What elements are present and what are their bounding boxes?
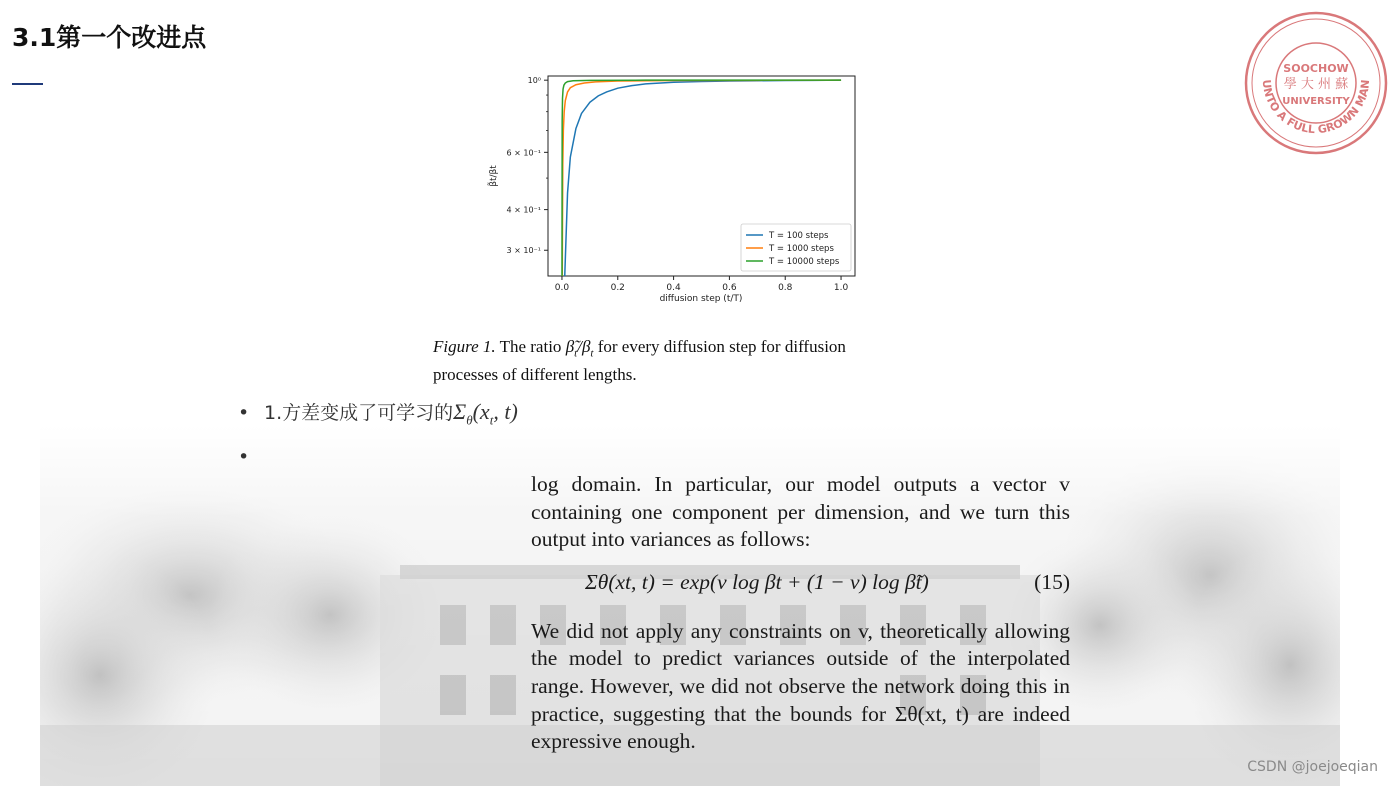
- equation-body: Σθ(xt, t) = exp(v log βt + (1 − v) log β̃t): [585, 569, 929, 594]
- legend-entry: T = 1000 steps: [769, 244, 834, 254]
- figure-label: Figure 1.: [433, 337, 496, 356]
- paper-excerpt: [531, 471, 1070, 756]
- equation-15: [531, 565, 1070, 605]
- bullet-marker: •: [238, 402, 250, 424]
- excerpt-paragraph-2: We did not apply any constraints on v, theoretically allowing the model to predict variances outside of the interpolated range. However, we did not observe the network doing this in practice, suggesting that the bounds for Σθ(xt, t) are indeed expressive enough.: [531, 618, 1070, 754]
- caption-text-after: for every diffusion step for diffusion: [597, 337, 846, 356]
- title-underline: [12, 83, 43, 85]
- excerpt-paragraph-1: log domain. In particular, our model outputs a vector v containing one component per dimension, and we turn this output into variances as follows:: [531, 472, 1070, 552]
- svg-text:UNIVERSITY: UNIVERSITY: [1282, 96, 1350, 107]
- caption-text-before: The ratio: [499, 337, 562, 356]
- bullet-math-arg-sub: t: [489, 412, 494, 428]
- x-tick-label: 1.0: [833, 283, 849, 293]
- bullet-math-sigma: Σ: [453, 399, 467, 424]
- equation-number: (15): [1034, 569, 1070, 594]
- y-tick-label: 6 × 10⁻¹: [506, 148, 541, 158]
- bullet-text: 1.方差变成了可学习的: [264, 402, 454, 424]
- bullet-math-sub: θ: [466, 412, 473, 428]
- csdn-watermark: CSDN @joejoeqian: [1247, 759, 1378, 775]
- caption-ratio-num: β̃: [565, 337, 575, 356]
- chart-y-axis-label: β̃t/βt: [489, 165, 499, 187]
- bullet-item-1: [238, 398, 518, 428]
- legend-entry: T = 10000 steps: [769, 257, 840, 267]
- x-tick-label: 0.4: [666, 283, 681, 293]
- x-tick-label: 0.6: [722, 283, 737, 293]
- figure-caption: [433, 336, 913, 386]
- x-tick-label: 0.0: [554, 283, 570, 293]
- bullet-math-args: (x: [472, 399, 490, 424]
- svg-text:學 大 州 蘇: 學 大 州 蘇: [1283, 77, 1349, 92]
- y-tick-label: 4 × 10⁻¹: [506, 205, 541, 215]
- chart-legend: [741, 224, 851, 271]
- svg-text:UNTO A FULL GROWN MAN: UNTO A FULL GROWN MAN: [1259, 79, 1373, 137]
- y-tick-label: 3 × 10⁻¹: [506, 246, 541, 256]
- bullet-item-2: [238, 446, 264, 468]
- ratio-chart: [470, 68, 870, 313]
- x-tick-label: 0.8: [778, 283, 793, 293]
- slide-title: 3.1第一个改进点: [12, 23, 207, 52]
- caption-ratio: $\betã_t/\beta_t$: [565, 337, 594, 360]
- bullet-math: [453, 399, 518, 428]
- caption-ratio-sub: t: [574, 347, 578, 360]
- chart-x-axis-label: diffusion step (t/T): [659, 294, 743, 304]
- y-tick-label: 10⁰: [527, 76, 541, 86]
- x-tick-label: 0.2: [610, 283, 625, 293]
- legend-entry: T = 100 steps: [769, 231, 829, 241]
- bullet-math-tail: , t): [493, 399, 518, 424]
- bullet-marker: •: [238, 446, 250, 468]
- caption-ratio-den: β: [581, 337, 591, 356]
- svg-text:SOOCHOW: SOOCHOW: [1283, 62, 1349, 75]
- caption-ratio-den-sub: t: [590, 347, 594, 360]
- university-seal-logo: [1243, 10, 1389, 156]
- caption-line2: processes of different lengths.: [433, 365, 637, 385]
